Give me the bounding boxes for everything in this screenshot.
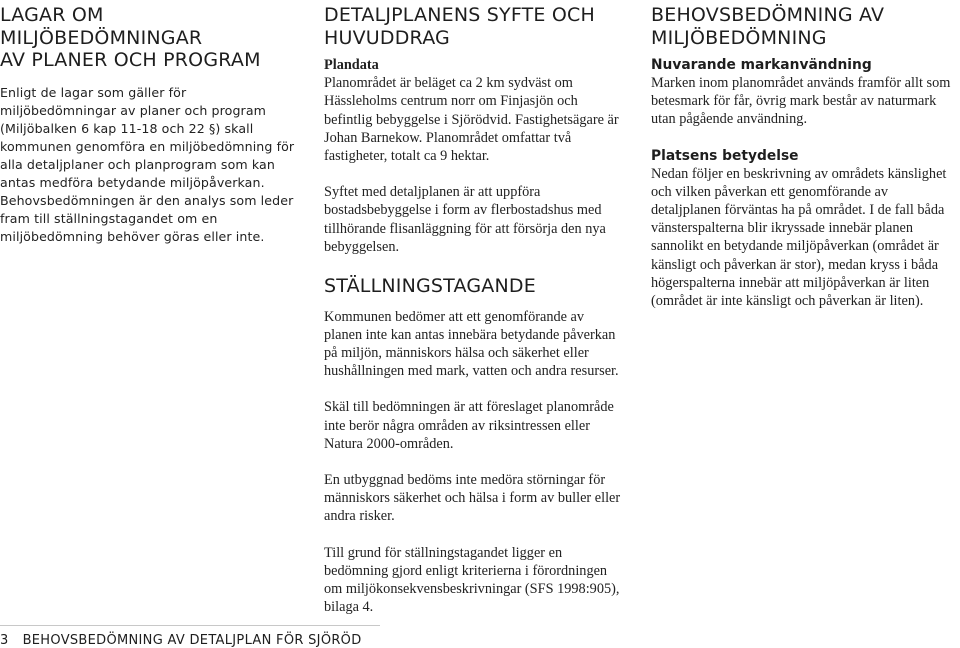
footer-divider [0,625,380,626]
footer-title: BEHOVSBEDÖMNING AV DETALJPLAN FÖR SJÖRÖD [22,633,362,648]
spacer [324,256,624,275]
paragraph-laws: Enligt de lagar som gäller för miljöbedömningar av planer och program (Miljöbalken 6 kap 11-18 och 22 §) skall kommunen genomföra en miljöbedömning för alla detaljplaner och planprogram som kan antas medföra betydande miljöpåverkan. Behovsbedömningen är den analys som leder fram till ställningstagandet om en miljöbedömning behöver göras eller inte. [0,84,295,245]
spacer [324,526,624,544]
heading-plan-purpose: DETALJPLANENS SYFTE OCH HUVUDDRAG [324,4,595,49]
paragraph-plandata: Planområdet är beläget ca 2 km sydväst om Hässleholms centrum norr om Finjasjön och befintlig bebyggelse i Sjörödvid. Fastighetsägare är Johan Barnekow. Planområdet omfattar två fastigheter, totalt ca 9 hektar. [324,75,619,165]
heading-site-significance: Platsens betydelse [651,147,799,164]
paragraph-purpose: Syftet med detaljplanen är att uppföra bostadsbebyggelse i form av flerbostadshus med tillhörande flisanläggning för att försörja den nya bebyggelsen. [324,184,606,255]
spacer [324,165,624,183]
column-plan-purpose [324,4,624,616]
spacer [324,453,624,471]
paragraph-stance-2: Skäl till bedömningen är att föreslaget planområde inte berör några områden av riksintressen eller Natura 2000-områden. [324,399,614,452]
paragraph-stance-3: En utbyggnad bedöms inte medöra störningar för människors säkerhet och hälsa i form av buller eller andra risker. [324,471,621,525]
spacer [651,49,956,56]
paragraph-stance-4: Till grund för ställningstagandet ligger en bedömning gjord enligt kriterierna i förordningen om miljökonsekvensbeskrivningar (SFS 1998:905), bilaga 4. [324,544,620,616]
spacer [324,49,624,56]
page-footer [0,633,362,648]
page-number: 3 [0,633,9,648]
paragraph-stance-1: Kommunen bedömer att ett genomförande av planen inte kan antas innebära betydande påverkan på miljön, människors hälsa och säkerhet eller hushållningen med mark, vatten och andra resurser. [324,308,619,380]
heading-stance: STÄLLNINGSTAGANDE [324,275,536,298]
spacer [651,129,956,147]
column-needs-assessment [651,4,956,310]
paragraph-site-significance: Nedan följer en beskrivning av områdets känslighet och vilken påverkan ett genomförande av detaljplanen förväntas ha på området. I de fall båda vänsterspalterna blir ikryssade innebär planen sannolikt en betydande miljöpåverkan (området är känsligt och påverkan är stor), medan kryss i båda högerspalterna innebär att miljöpåverkan är liten (området är inte känsligt och påverkan är liten). [651,165,947,310]
label-plandata: Plandata [324,57,379,73]
spacer [324,380,624,398]
spacer [0,72,296,84]
spacer [324,298,624,308]
heading-land-use: Nuvarande markanvändning [651,57,872,73]
heading-needs-assessment: BEHOVSBEDÖMNING AV MILJÖBEDÖMNING [651,4,885,49]
paragraph-land-use: Marken inom planområdet används framför allt som betesmark för får, övrig mark består av naturmark utan pågående användning. [651,75,951,128]
column-legal-background [0,4,296,246]
heading-laws: LAGAR OM MILJÖBEDÖMNINGAR AV PLANER OCH PROGRAM [0,4,261,71]
